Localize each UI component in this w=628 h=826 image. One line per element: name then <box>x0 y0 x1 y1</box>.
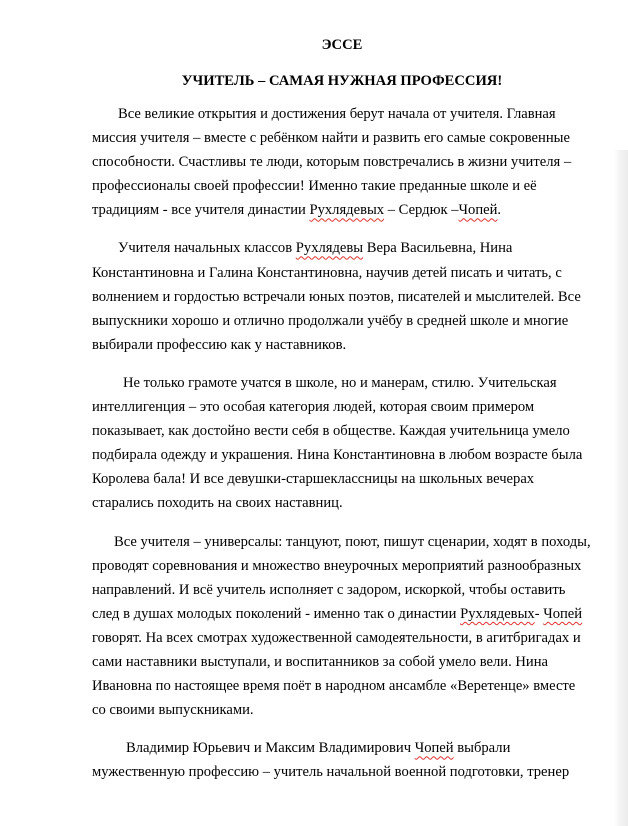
document-body <box>92 34 592 798</box>
paragraph-3: Не только грамоте учатся в школе, но и манерам, стилю. Учительская интеллигенция – это особая категория людей, которая своим примером показывает, как достойно вести себя в обществе. Каждая учительница умело подбирала одежду и украшения. Нина Константиновна в любом возрасте была Королева бала! И все девушки-старшеклассницы на школьных вечерах старались походить на своих наставниц. <box>92 374 583 512</box>
paragraph-1-text-b: – Сердюк – <box>384 202 459 219</box>
window-right-edge <box>614 0 628 826</box>
spellcheck-word: Рухлядевых <box>460 605 535 622</box>
paragraph-4-text-b: - <box>534 605 544 622</box>
paragraph-2 <box>92 236 592 356</box>
paragraph-4-text-c: говорят. На всех смотрах художественной самодеятельности, в агитбригадах и сами наставники выступали, и воспитанников за собой умело вели. Нина Ивановна по настоящее время поёт в народном ансамбле «Веретенце» вместе со своими выпускниками. <box>92 629 581 719</box>
document-heading: ЭССЕ <box>321 37 363 53</box>
gutter-top <box>614 0 628 150</box>
spellcheck-word: Чопей <box>458 202 498 219</box>
spellcheck-word: Рухлядевых <box>309 202 385 219</box>
paragraph-4 <box>92 530 592 723</box>
paragraph-2-text-a: Учителя начальных классов <box>118 240 296 257</box>
paragraph-4-text-a: Все учителя – универсалы: танцуют, поют, пишут сценарии, ходят в походы, проводят соревнования и множество внеурочных мероприятий разнообразных направлений. И всё учитель исполняет с задором, искоркой, чтобы оставить след в душах молодых поколений - именно так о династии <box>92 533 591 622</box>
paragraph-1 <box>92 102 592 222</box>
paragraph-1-text-c: . <box>497 202 502 219</box>
paragraph-5 <box>92 736 592 784</box>
spellcheck-word: Чопей <box>543 605 583 622</box>
spellcheck-word: Чопей <box>414 740 454 757</box>
spellcheck-word: Рухлядевы <box>295 240 364 257</box>
paragraph-5-text-a: Владимир Юрьевич и Максим Владимирович <box>126 740 415 757</box>
paragraph-5-text-b: выбрали мужественную профессию – учитель начальной военной подготовки, тренер <box>92 740 570 781</box>
paragraph-2-text-b: Вера Васильевна, Нина Константиновна и Галина Константиновна, научив детей писать и читать, с волнением и гордостью встречали юных поэтов, писателей и мыслителей. Все выпускники хорошо и отлично продолжали учёбу в средней школе и многие выбирали профессию как у наставников. <box>92 240 581 353</box>
paragraph-1-text-a: Все великие открытия и достижения берут начала от учителя. Главная миссия учителя – вместе с ребёнком найти и развить его самые сокровенные способности. Счастливы те люди, которым повстречались в жизни учителя – профессионалы своей профессии! Именно такие преданные школе и её традициям - все учителя династии <box>92 106 572 219</box>
document-title: УЧИТЕЛЬ – САМАЯ НУЖНАЯ ПРОФЕССИЯ! <box>181 73 503 89</box>
